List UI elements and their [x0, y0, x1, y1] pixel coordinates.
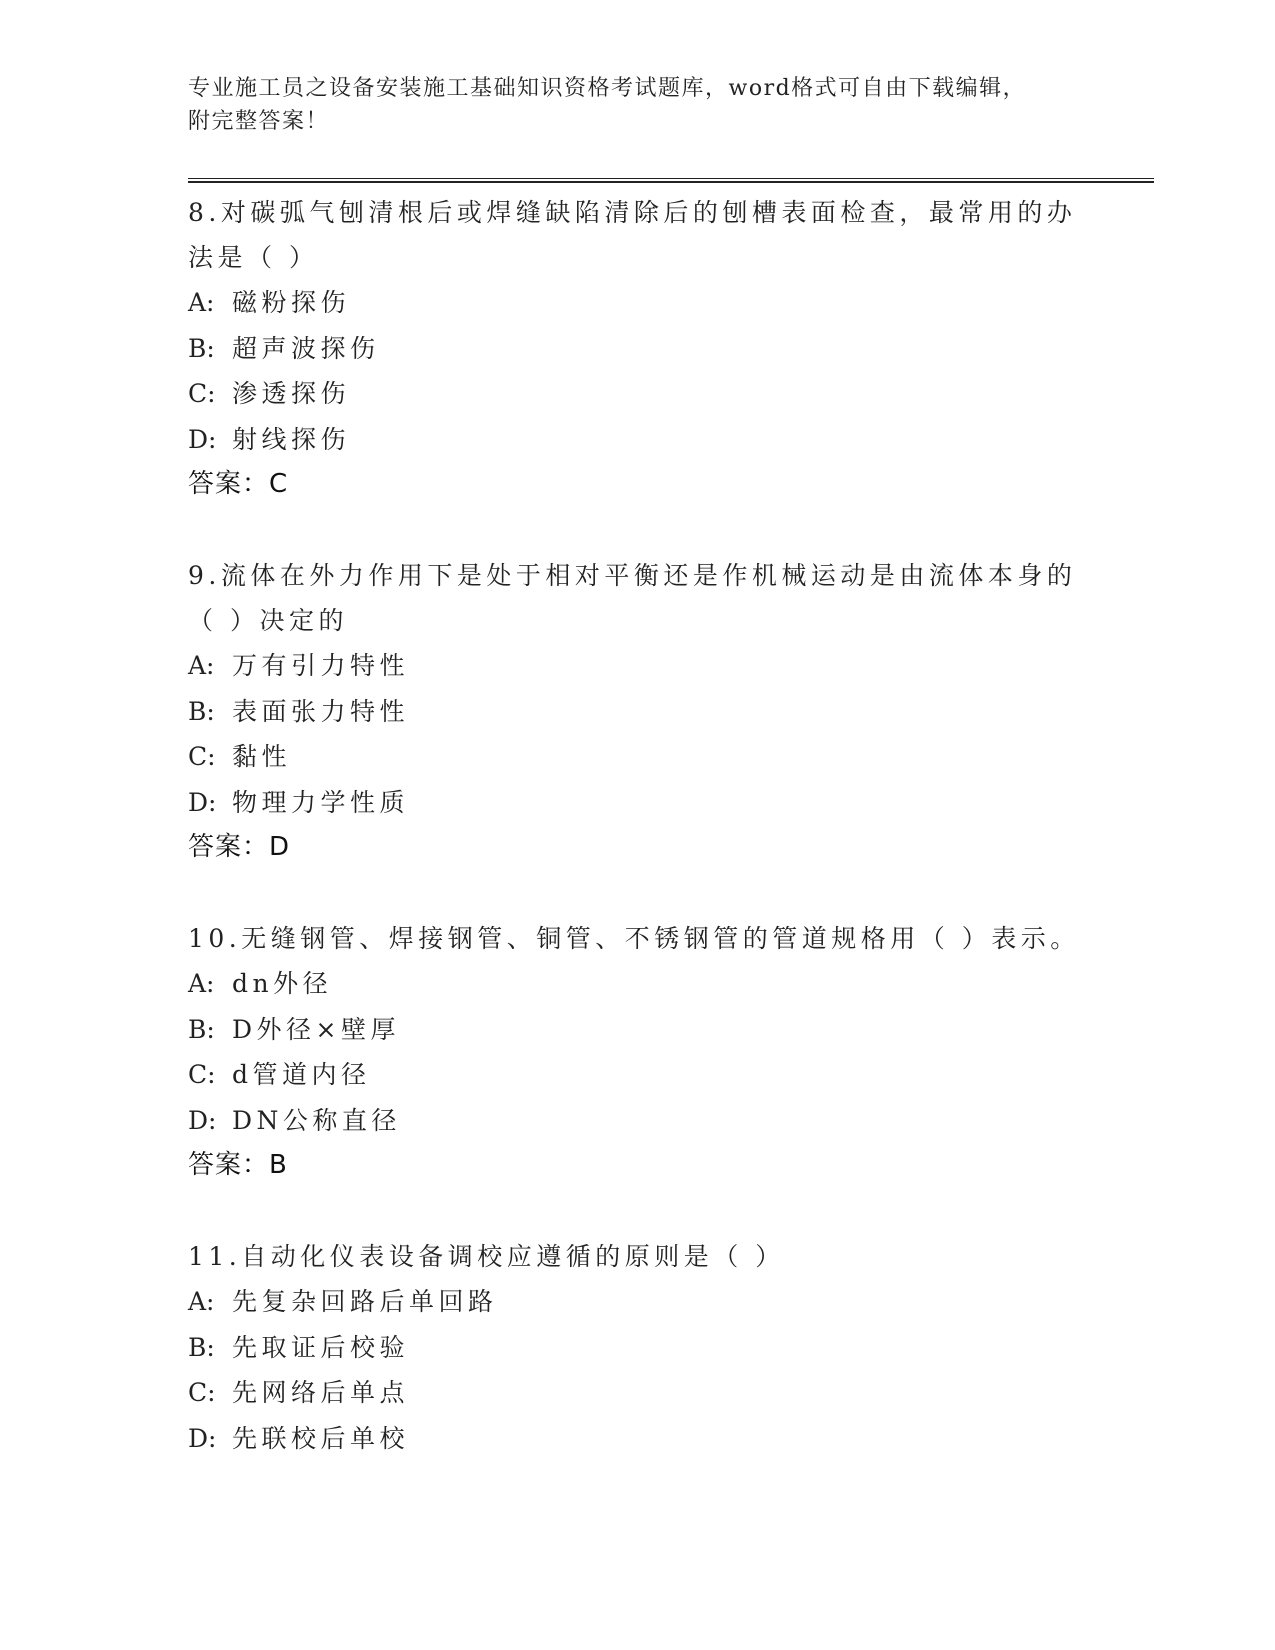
- option-text: 物理力学性质: [232, 787, 410, 817]
- option-text: 先网络后单点: [232, 1378, 410, 1407]
- option-d: [188, 780, 1088, 826]
- question-stem-line-1: 9.流体在外力作用下是处于相对平衡还是作机械运动是由流体本身的: [188, 561, 1077, 590]
- question-spacer: [188, 1188, 1088, 1234]
- answer-line: 答案：D: [188, 832, 291, 862]
- question-stem-line-2: （ ）决定的: [188, 606, 348, 635]
- option-a: [188, 961, 1088, 1007]
- option-text: 先取证后校验: [232, 1332, 410, 1362]
- option-text: 先联校后单校: [232, 1423, 410, 1453]
- option-b: [188, 689, 1088, 735]
- option-a: [188, 643, 1088, 689]
- option-text: 磁粉探伤: [232, 288, 351, 317]
- question-10: [188, 916, 1088, 1188]
- question-11: [188, 1234, 1088, 1461]
- option-text: dn外径: [232, 969, 333, 998]
- option-a: [188, 1279, 1088, 1325]
- option-text: DN公称直径: [232, 1105, 401, 1135]
- option-text: 表面张力特性: [232, 696, 410, 726]
- option-key: A:: [188, 1287, 215, 1316]
- header-line-2: 附完整答案！: [188, 109, 330, 134]
- option-d: [188, 1098, 1088, 1144]
- option-c: [188, 1052, 1088, 1098]
- option-key: B:: [188, 696, 215, 726]
- option-c: [188, 1370, 1088, 1416]
- question-spacer: [188, 870, 1088, 916]
- option-key: C:: [188, 1060, 216, 1089]
- option-text: 超声波探伤: [232, 333, 380, 363]
- answer-line: 答案：B: [188, 1150, 288, 1180]
- answer-line: 答案：C: [188, 469, 289, 499]
- option-key: C:: [188, 379, 216, 408]
- option-a: [188, 280, 1088, 326]
- option-b: [188, 326, 1088, 372]
- option-b: [188, 1007, 1088, 1053]
- question-9: [188, 553, 1088, 870]
- option-key: B:: [188, 333, 215, 363]
- option-key: A:: [188, 288, 215, 317]
- question-list: [188, 190, 1088, 1461]
- option-key: D:: [188, 1423, 217, 1453]
- document-header: [188, 72, 1068, 138]
- question-stem-line-1: 10.无缝钢管、焊接钢管、铜管、不锈钢管的管道规格用（ ）表示。: [188, 924, 1080, 953]
- option-text: 万有引力特性: [232, 651, 410, 680]
- option-b: [188, 1325, 1088, 1371]
- option-text: 先复杂回路后单回路: [232, 1287, 498, 1316]
- option-text: D外径×壁厚: [232, 1014, 400, 1044]
- option-d: [188, 417, 1088, 463]
- option-text: 渗透探伤: [232, 379, 351, 408]
- option-text: 黏性: [232, 742, 292, 771]
- option-key: A:: [188, 651, 215, 680]
- option-text: 射线探伤: [232, 424, 351, 454]
- question-spacer: [188, 507, 1088, 553]
- option-key: D:: [188, 1105, 217, 1135]
- header-line-1: 专业施工员之设备安装施工基础知识资格考试题库，word格式可自由下载编辑，: [188, 76, 1027, 101]
- option-c: [188, 371, 1088, 417]
- option-key: B:: [188, 1332, 215, 1362]
- option-key: C:: [188, 1378, 216, 1407]
- option-key: A:: [188, 969, 215, 998]
- option-key: D:: [188, 787, 217, 817]
- header-divider: [188, 178, 1154, 183]
- question-stem-line-2: 法是（ ）: [188, 243, 319, 272]
- option-text: d管道内径: [232, 1060, 371, 1089]
- option-key: C:: [188, 742, 216, 771]
- question-stem-line-1: 8.对碳弧气刨清根后或焊缝缺陷清除后的刨槽表面检查，最常用的办: [188, 198, 1077, 227]
- option-key: D:: [188, 424, 217, 454]
- question-stem-line-1: 11.自动化仪表设备调校应遵循的原则是（ ）: [188, 1242, 785, 1271]
- question-8: [188, 190, 1088, 507]
- option-c: [188, 734, 1088, 780]
- option-d: [188, 1416, 1088, 1462]
- option-key: B:: [188, 1014, 215, 1044]
